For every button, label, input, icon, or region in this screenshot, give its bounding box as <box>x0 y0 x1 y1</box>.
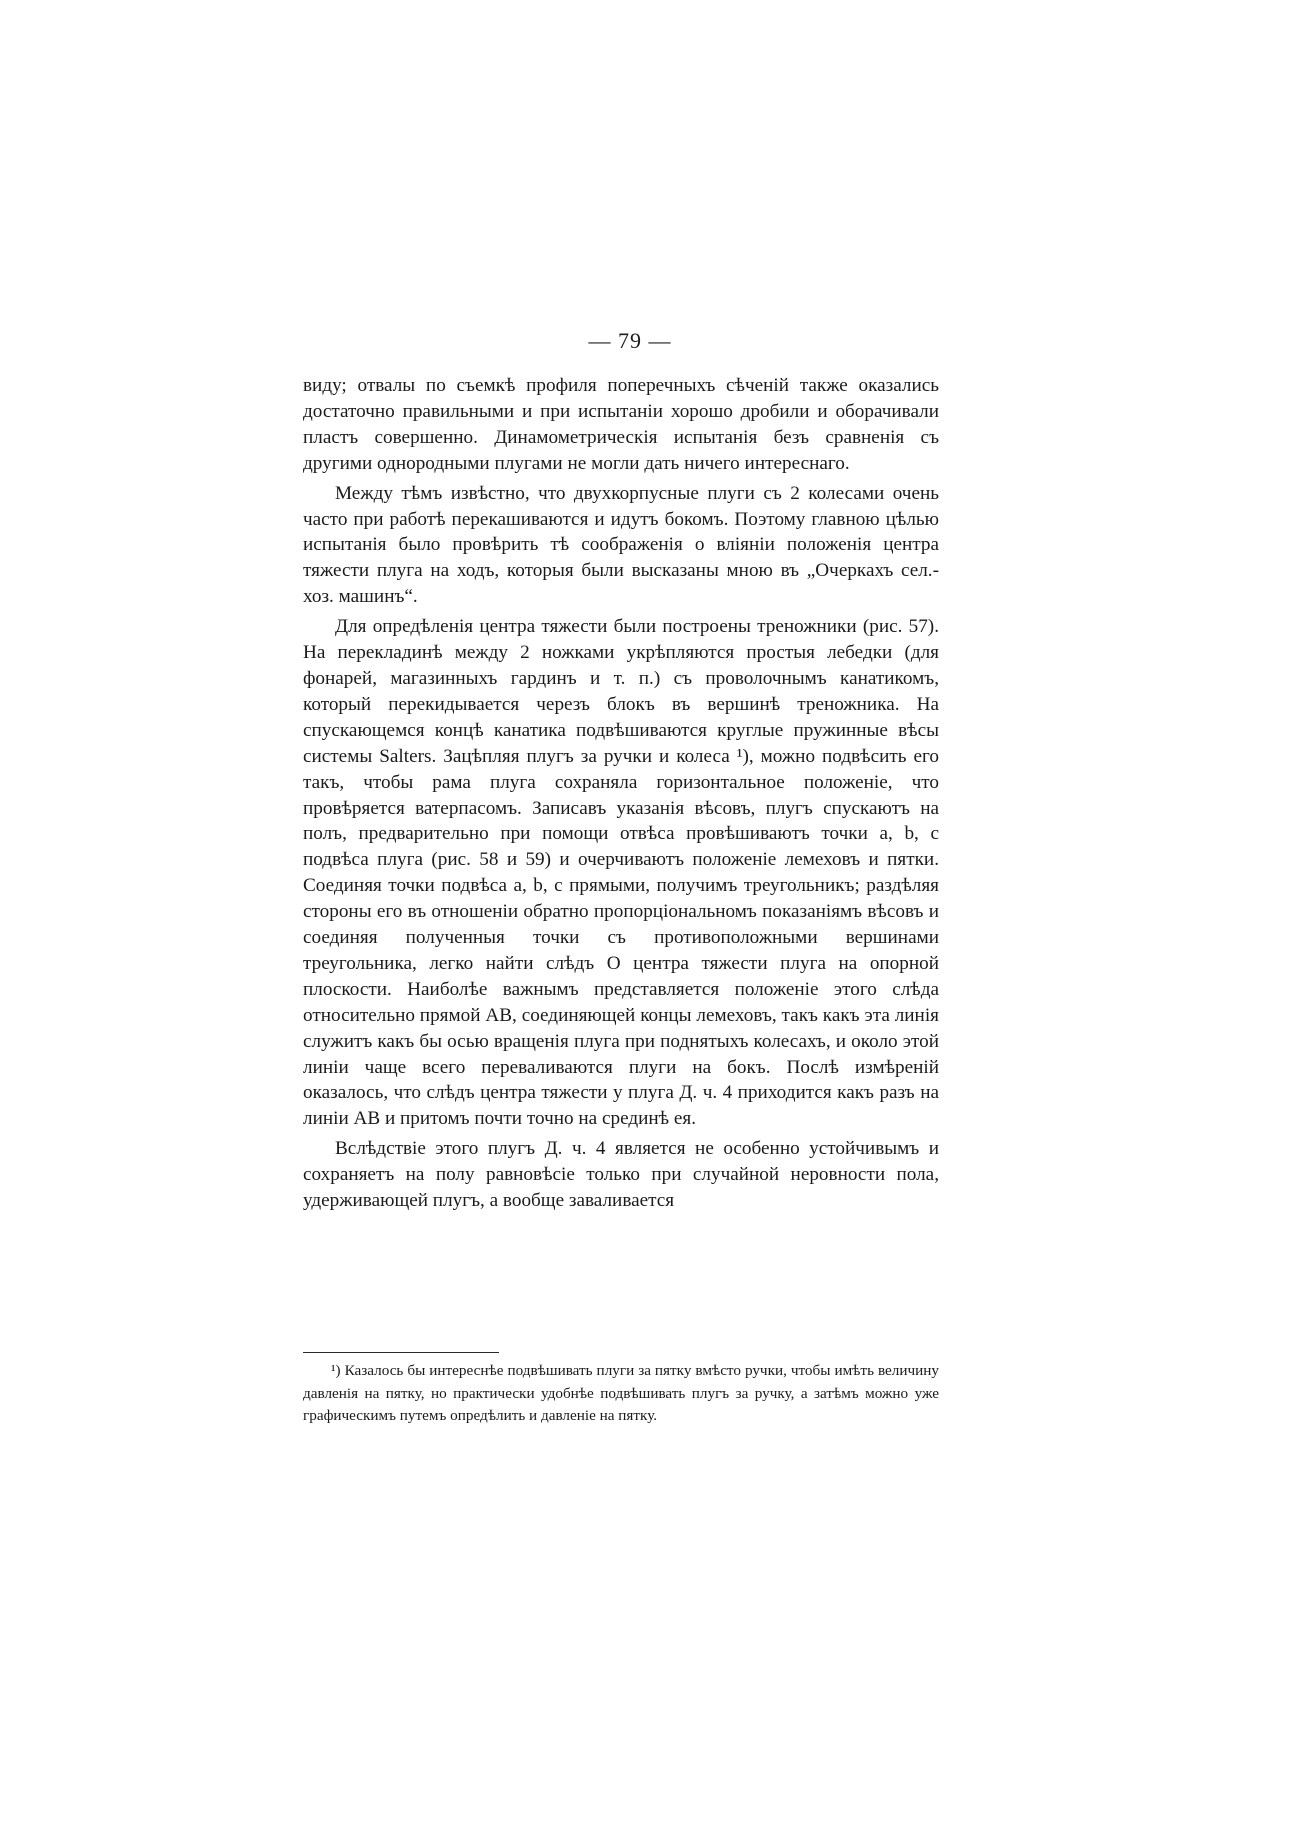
footnote: ¹) Казалось бы интереснѣе подвѣшивать плуги за пятку вмѣсто ручки, чтобы имѣть величину давленія на пятку, но практически удобнѣе подвѣшивать плугъ за ручку, а затѣмъ можно уже графическимъ путемъ опредѣлить и давленіе на пятку. <box>303 1362 939 1424</box>
paragraph-2: Между тѣмъ извѣстно, что двухкорпусные плуги съ 2 колесами очень часто при работѣ перекашиваются и идутъ бокомъ. Поэтому главною цѣлью испытанія было провѣрить тѣ соображенія о вліяніи положенія центра тяжести плуга на ходъ, которыя были высказаны мною въ „Очеркахъ сел.-хоз. машинъ“. <box>303 482 939 608</box>
paragraph-4: Вслѣдствіе этого плугъ Д. ч. 4 является не особенно устойчивымъ и сохраняетъ на полу равновѣсіе только при случайной неровности пола, удерживающей плугъ, а вообще заваливается <box>303 1138 939 1212</box>
paragraph-3: Для опредѣленія центра тяжести были построены треножники (рис. 57). На перекладинѣ между 2 ножками укрѣпляются простыя лебедки (для фонарей, магазинныхъ гардинъ и т. п.) съ проволочнымъ канатикомъ, который перекидывается черезъ блокъ въ вершинѣ треножника. На спускающемся концѣ канатика подвѣшиваются круглые пружинные вѣсы системы Salters. Зацѣпляя плугъ за ручки и колеса ¹), можно подвѣсить его такъ, чтобы рама плуга сохраняла горизонтальное положеніе, что провѣряется ватерпасомъ. Записавъ указанія вѣсовъ, плугъ спускаютъ на полъ, предварительно при помощи отвѣса провѣшиваютъ точки a, b, c подвѣса плуга (рис. 58 и 59) и очерчиваютъ положеніе лемеховъ и пятки. Соединяя точки подвѣса a, b, c прямыми, получимъ треугольникъ; раздѣляя стороны его въ отношеніи обратно пропорціональномъ показаніямъ вѣсовъ и соединяя полученныя точки съ противоположными вершинами треугольника, легко найти слѣдъ O центра тяжести плуга на опорной плоскости. Наиболѣе важнымъ представляется положеніе этого слѣда относительно прямой AB, соединяющей концы лемеховъ, такъ какъ эта линія служитъ какъ бы осью вращенія плуга при поднятыхъ колесахъ, и около этой линіи чаще всего переваливаются плуги на бокъ. Послѣ измѣреній оказалось, что слѣдъ центра тяжести у плуга Д. ч. 4 приходится какъ разъ на линіи AB и притомъ почти точно на срединѣ ея. <box>303 616 939 1130</box>
paragraph-1: виду; отвалы по съемкѣ профиля поперечныхъ сѣченій также оказались достаточно правильными и при испытаніи хорошо дробили и оборачивали пластъ совершенно. Динамометрическія испытанія безъ сравненія съ другими однородными плугами не могли дать ничего интереснаго. <box>303 375 939 474</box>
page-number: — 79 — <box>588 328 672 353</box>
main-text <box>303 373 939 1218</box>
footnote-divider <box>303 1352 499 1353</box>
